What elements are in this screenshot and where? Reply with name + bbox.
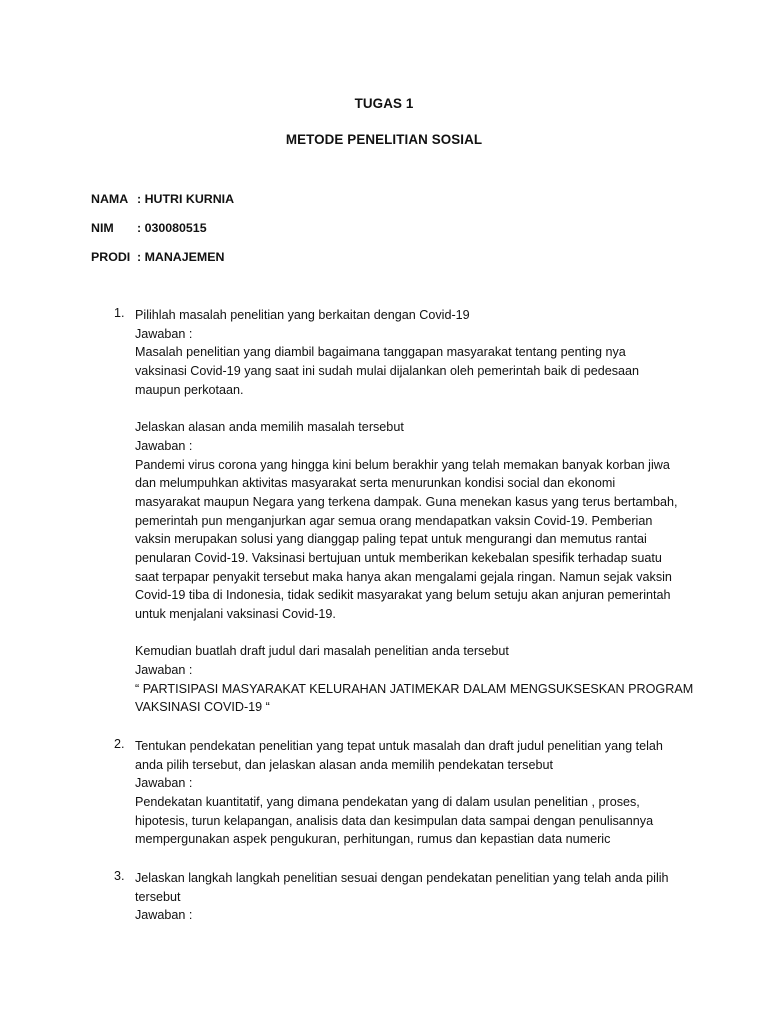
text-line: Jawaban : bbox=[135, 663, 193, 678]
text-line: pemerintah pun menganjurkan agar semua orang mendapatkan vaksin Covid-19. Pemberian bbox=[135, 513, 653, 528]
text-line: mempergunakan aspek pengukuran, perhitungan, rumus dan kepastian data numeric bbox=[135, 832, 611, 847]
text-line: Pendekatan kuantitatif, yang dimana pendekatan yang di dalam usulan penelitian , proses, bbox=[135, 795, 640, 810]
text-line: hipotesis, turun kelapangan, analisis data dan kesimpulan data sampai dengan penulisannya bbox=[135, 813, 654, 828]
text-line: vaksinasi Covid-19 yang saat ini sudah mulai dijalankan oleh pemerintah baik di pedesaan bbox=[135, 364, 640, 379]
document-title: TUGAS 1 bbox=[354, 96, 414, 111]
identity-prodi-row bbox=[91, 250, 224, 264]
text-line: Jawaban : bbox=[135, 326, 193, 341]
text-line: Jelaskan alasan anda memilih masalah tersebut bbox=[135, 420, 404, 435]
text-line: tersebut bbox=[135, 889, 181, 904]
text-line: Jawaban : bbox=[135, 438, 193, 453]
text-line: penularan Covid-19. Vaksinasi bertujuan untuk memberikan kekebalan spesifik terhadap suatu bbox=[135, 550, 662, 565]
question-item bbox=[114, 869, 674, 925]
identity-name-row bbox=[91, 192, 234, 206]
document-subtitle: METODE PENELITIAN SOSIAL bbox=[285, 132, 483, 147]
identity-nim-row bbox=[91, 221, 207, 235]
text-line: Jawaban : bbox=[135, 776, 193, 791]
text-line: anda pilih tersebut, dan jelaskan alasan anda memilih pendekatan tersebut bbox=[135, 757, 553, 772]
name-value: : HUTRI KURNIA bbox=[137, 192, 235, 206]
text-line: Jawaban : bbox=[135, 908, 193, 923]
text-line: VAKSINASI COVID-19 “ bbox=[135, 700, 270, 715]
text-line: Tentukan pendekatan penelitian yang tepat untuk masalah dan draft judul penelitian yang telah bbox=[135, 739, 663, 753]
prodi-label: PRODI bbox=[91, 250, 131, 264]
text-line: “ PARTISIPASI MASYARAKAT KELURAHAN JATIMEKAR DALAM MENGSUKSESKAN PROGRAM bbox=[135, 681, 694, 696]
text-line: maupun perkotaan. bbox=[135, 382, 244, 397]
text-line: Pilihlah masalah penelitian yang berkaitan dengan Covid-19 bbox=[135, 308, 470, 322]
text-line: dan melumpuhkan aktivitas masyarakat serta menurunkan kondisi social dan ekonomi bbox=[135, 476, 616, 491]
prodi-value: : MANAJEMEN bbox=[137, 250, 225, 264]
text-line: untuk menjalani vaksinasi Covid-19. bbox=[135, 607, 336, 621]
question-item bbox=[114, 306, 694, 717]
text-line: Kemudian buatlah draft judul dari masalah penelitian anda tersebut bbox=[135, 644, 509, 659]
text-line: vaksin merupakan solusi yang dianggap paling tepat untuk mengurangi dan memutus rantai bbox=[135, 532, 647, 547]
text-line: saat terpapar penyakit tersebut maka hanya akan mengalami gejala ringan. Namun sejak vaksin bbox=[135, 569, 672, 584]
text-line: Covid-19 tiba di Indonesia, tidak sedikit masyarakat yang belum setuju akan anjuran pemerintah bbox=[135, 588, 671, 603]
paragraph-gap bbox=[135, 624, 674, 643]
question-item bbox=[114, 737, 674, 849]
question-body bbox=[135, 737, 674, 849]
nim-value: : 030080515 bbox=[137, 221, 207, 235]
text-line: Pandemi virus corona yang hingga kini belum berakhir yang telah memakan banyak korban jiwa bbox=[135, 457, 670, 472]
name-label: NAMA bbox=[91, 192, 129, 206]
text-line: Masalah penelitian yang diambil bagaimana tanggapan masyarakat tentang penting nya bbox=[135, 345, 626, 360]
question-body bbox=[135, 306, 694, 717]
question-body bbox=[135, 869, 674, 925]
question-number: 3. bbox=[114, 869, 125, 883]
text-line: masyarakat maupun Negara yang terkena dampak. Guna menekan kasus yang terus bertambah, bbox=[135, 494, 678, 509]
question-number: 2. bbox=[114, 737, 125, 751]
text-line: Jelaskan langkah langkah penelitian sesuai dengan pendekatan penelitian yang telah anda pilih bbox=[135, 871, 669, 885]
nim-label: NIM bbox=[91, 221, 114, 235]
question-number: 1. bbox=[114, 306, 125, 320]
paragraph-gap bbox=[135, 399, 674, 418]
